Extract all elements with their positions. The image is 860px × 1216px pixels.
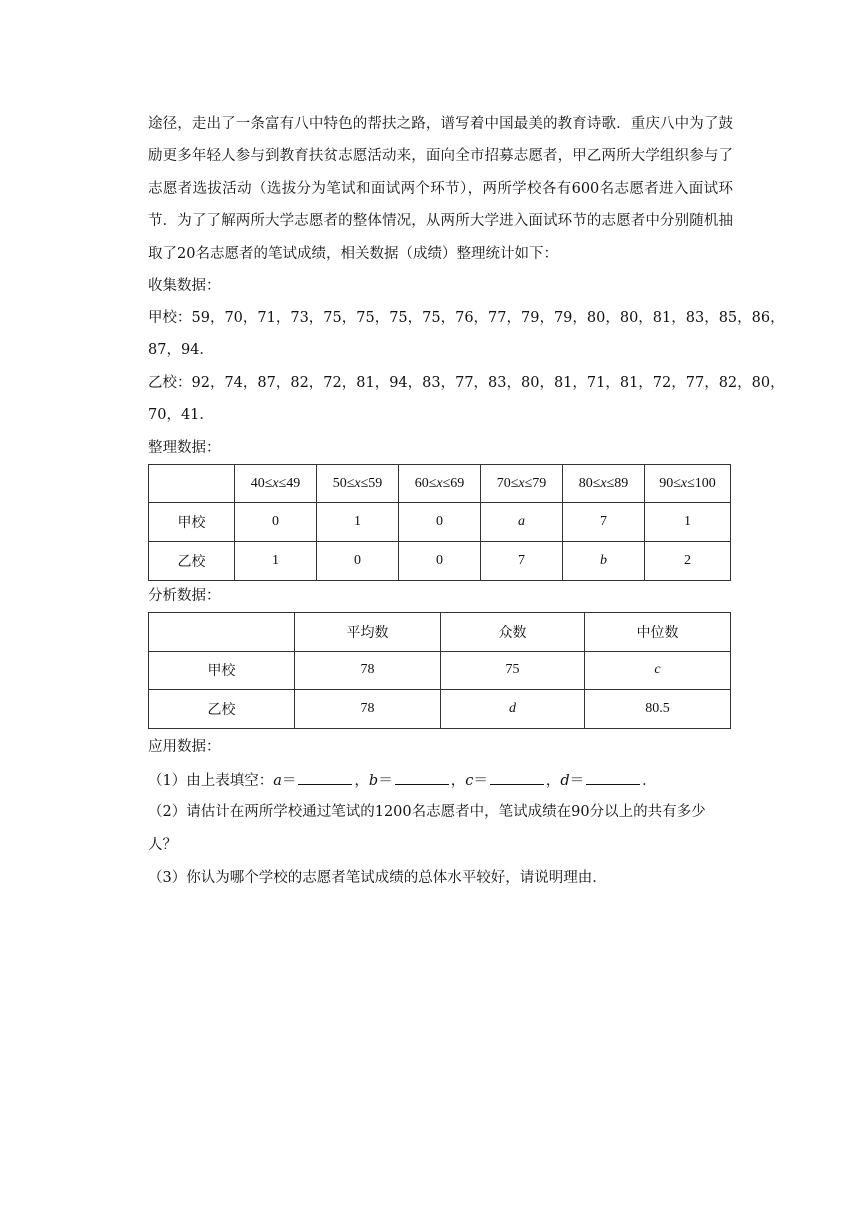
intro-paragraph: 途径，走出了一条富有八中特色的帮扶之路，谱写着中国最美的教育诗歌．重庆八中为了鼓励更多年轻人参与到教育扶贫志愿活动来，面向全市招募志愿者，甲乙两所大学组织参与了志愿者选拔活动（选拔分为笔试和面试两个环节），两所学校各有600名志愿者进入面试环节．为了了解两所大学志愿者的整体情况，从两所大学进入面试环节的志愿者中分别随机抽取了20名志愿者的笔试成绩，相关数据（成绩）整理统计如下： [148, 116, 733, 262]
collect-heading: 收集数据： [148, 278, 221, 295]
table-cell: b [563, 542, 645, 581]
answer-blank [490, 770, 544, 785]
school-label: 甲校 [149, 651, 295, 690]
school-a-data-line2: 87，94． [148, 342, 214, 359]
question-3: （3）你认为哪个学校的志愿者笔试成绩的总体水平较好，请说明理由． [148, 869, 607, 886]
range-header: 80≤x≤89 [563, 464, 645, 503]
table-cell: 75 [441, 651, 585, 690]
table-cell: 7 [563, 503, 645, 542]
statistics-row-school-b [149, 690, 731, 729]
column-header: 平均数 [295, 613, 441, 652]
range-header: 40≤x≤49 [235, 464, 317, 503]
analyze-heading: 分析数据： [148, 588, 221, 605]
table-cell: 80.5 [585, 690, 731, 729]
table-cell: 0 [235, 503, 317, 542]
question-1: （1）由上表填空：a＝ ，b＝ ，c＝ ，d＝ ． [148, 766, 733, 796]
answer-blank [586, 770, 640, 785]
column-header: 众数 [441, 613, 585, 652]
school-label: 乙校 [149, 542, 235, 581]
table-cell: 0 [399, 542, 481, 581]
school-label: 甲校 [149, 503, 235, 542]
table-cell: 1 [645, 503, 731, 542]
document-body [148, 108, 785, 895]
table-cell: 2 [645, 542, 731, 581]
statistics-table [148, 612, 731, 729]
question-2: （2）请估计在两所学校通过笔试的1200名志愿者中，笔试成绩在90分以上的共有多少人？ [148, 803, 706, 853]
apply-heading: 应用数据： [148, 738, 221, 755]
table-cell: 0 [317, 542, 399, 581]
table-cell: 1 [317, 503, 399, 542]
frequency-row-school-a [149, 503, 731, 542]
school-b-data-line1: 乙校：92，74，87，82，72，81，94，83，77，83，80，81，71，81，72，77，82，80， [148, 374, 785, 391]
table-cell: 7 [481, 542, 563, 581]
answer-blank [395, 770, 449, 785]
answer-blank [298, 770, 352, 785]
corner-cell [149, 464, 235, 503]
table-cell: 78 [295, 651, 441, 690]
frequency-header-row [149, 464, 731, 503]
school-label: 乙校 [149, 690, 295, 729]
frequency-row-school-b [149, 542, 731, 581]
range-header: 60≤x≤69 [399, 464, 481, 503]
corner-cell [149, 613, 295, 652]
school-a-data-line1: 甲校：59，70，71，73，75，75，75，75，76，77，79，79，80，80，81，83，85，86， [148, 310, 785, 327]
range-header: 50≤x≤59 [317, 464, 399, 503]
school-b-data-line2: 70，41． [148, 407, 214, 424]
table-cell: 78 [295, 690, 441, 729]
table-cell: 0 [399, 503, 481, 542]
table-cell: c [585, 651, 731, 690]
statistics-header-row [149, 613, 731, 652]
table-cell: 1 [235, 542, 317, 581]
range-header: 90≤x≤100 [645, 464, 731, 503]
organize-heading: 整理数据： [148, 439, 221, 456]
frequency-table [148, 464, 731, 581]
range-header: 70≤x≤79 [481, 464, 563, 503]
table-cell: a [481, 503, 563, 542]
statistics-row-school-a [149, 651, 731, 690]
table-cell: d [441, 690, 585, 729]
column-header: 中位数 [585, 613, 731, 652]
